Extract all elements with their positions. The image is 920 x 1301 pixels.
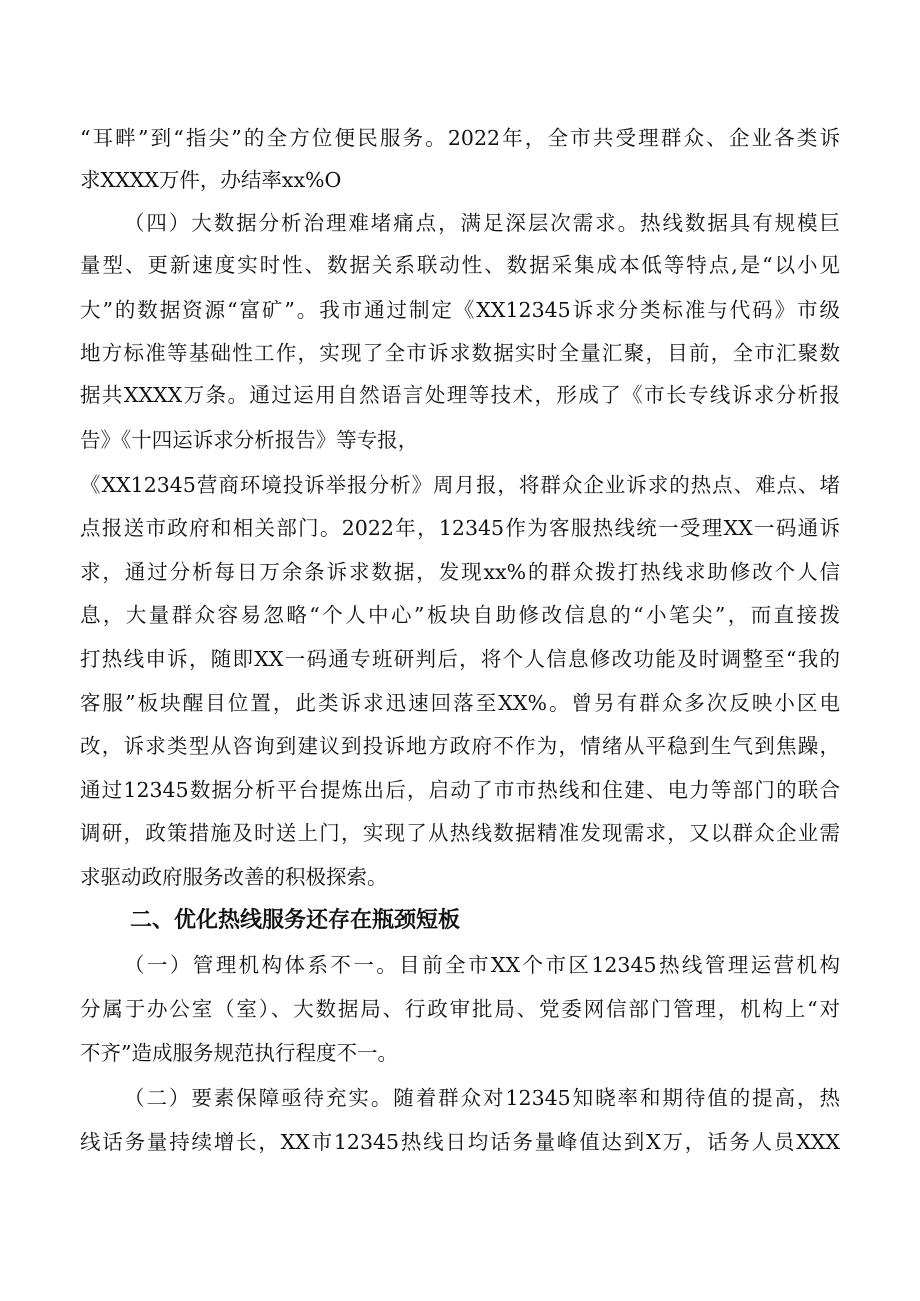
text-line: 分属于办公室（室）、大数据局、行政审批局、党委网信部门管理，机构上“对 (80, 997, 840, 1021)
section-heading: 二、优化热线服务还存在瓶颈短板 (130, 908, 461, 933)
text-line: 求驱动政府服务改善的积极探索。 (80, 865, 388, 889)
text-line: 《XX12345营商环境投诉举报分析》周月报，将群众企业诉求的热点、难点、堵 (80, 473, 840, 497)
text-line: 量型、更新速度实时性、数据关系联动性、数据采集成本低等特点,是“以小见 (80, 253, 840, 277)
text-line: 不齐”造成服务规范执行程度不一。 (80, 1041, 398, 1065)
text-line: 客服”板块醒目位置，此类诉求迅速回落至XX%。曾另有群众多次反映小区电 (80, 691, 840, 715)
text-line: 通过12345数据分析平台提炼出后，启动了市市热线和住建、电力等部门的联合 (80, 778, 840, 802)
text-line: 据共XXXX万条。通过运用自然语言处理等技术，形成了《市长专线诉求分析报 (80, 383, 840, 407)
text-line: 地方标准等基础性工作，实现了全市诉求数据实时全量汇聚，目前，全市汇聚数 (80, 341, 840, 365)
text-line: “耳畔”到“指尖”的全方位便民服务。2022年，全市共受理群众、企业各类诉 (80, 126, 840, 150)
text-line: 大”的数据资源“富矿”。我市通过制定《XX12345诉求分类标准与代码》市级 (80, 298, 840, 322)
text-line: 求，通过分析每日万余条诉求数据，发现xx%的群众拨打热线求助修改个人信 (80, 560, 840, 584)
text-line: 求XXXX万件，办结率xx%O (80, 168, 342, 192)
text-line: 告》《十四运诉求分析报告》等专报， (80, 428, 419, 452)
paragraph-first-line: （二）要素保障亟待充实。随着群众对12345知晓率和期待值的提高，热 (124, 1086, 840, 1110)
paragraph-first-line: （四）大数据分析治理难堵痛点，满足深层次需求。热线数据具有规模巨 (124, 211, 840, 235)
text-line: 线话务量持续增长，XX市12345热线日均话务量峰值达到X万，话务人员XXX (80, 1130, 840, 1154)
paragraph-first-line: （一）管理机构体系不一。目前全市XX个市区12345热线管理运营机构 (124, 953, 840, 977)
text-line: 点报送市政府和相关部门。2022年，12345作为客服热线统一受理XX一码通诉 (80, 516, 840, 540)
text-line: 调研，政策措施及时送上门，实现了从热线数据精准发现需求，又以群众企业需 (80, 821, 840, 845)
text-line: 息，大量群众容易忽略“个人中心”板块自助修改信息的“小笔尖”，而直接拨 (80, 603, 840, 627)
text-line: 改，诉求类型从咨询到建议到投诉地方政府不作为，情绪从平稳到生气到焦躁， (80, 734, 840, 758)
text-line: 打热线申诉，随即XX一码通专班研判后，将个人信息修改功能及时调整至“我的 (80, 647, 840, 671)
